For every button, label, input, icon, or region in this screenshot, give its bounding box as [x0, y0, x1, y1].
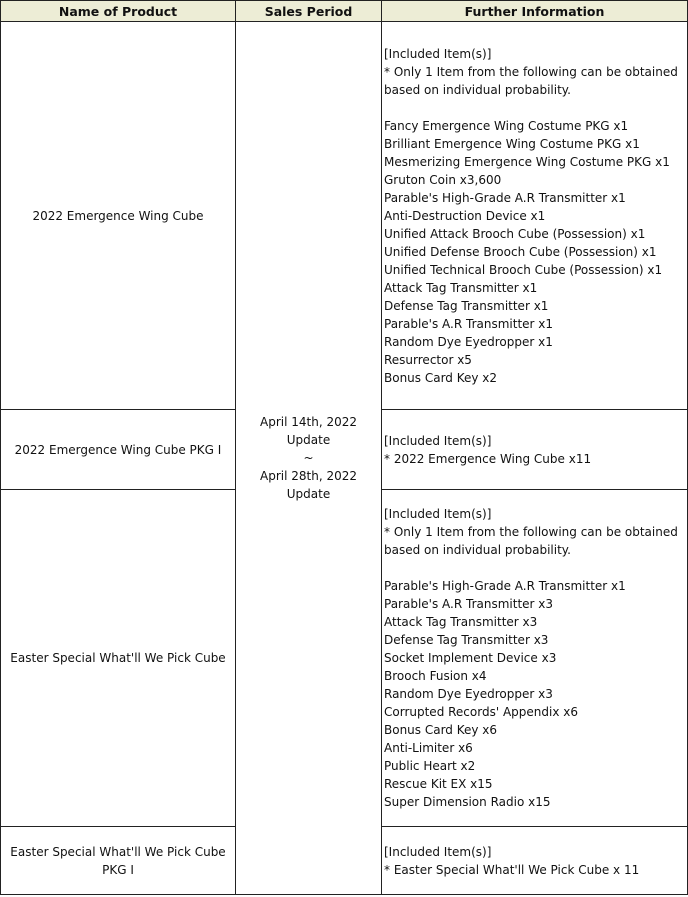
spacer	[384, 559, 685, 577]
header-info: Further Information	[382, 1, 688, 22]
further-info	[382, 827, 688, 895]
period-tilde: ~	[303, 451, 314, 465]
list-item: Attack Tag Transmitter x1	[384, 280, 538, 295]
period-end-note: Update	[286, 487, 331, 501]
list-item: Brilliant Emergence Wing Costume PKG x1	[384, 136, 640, 151]
list-item: Socket Implement Device x3	[384, 651, 557, 665]
product-name: Easter Special What'll We Pick Cube PKG I	[1, 827, 236, 895]
list-item: Rescue Kit EX x15	[384, 777, 493, 791]
probability-note: * Only 1 Item from the following can be obtained based on individual probability.	[384, 64, 678, 97]
further-info	[382, 490, 688, 827]
list-item: Fancy Emergence Wing Costume PKG x1	[384, 118, 629, 133]
header-name: Name of Product	[1, 1, 236, 22]
list-item: Random Dye Eyedropper x1	[384, 334, 553, 349]
list-item: Parable's A.R Transmitter x1	[384, 316, 554, 331]
probability-note: * Only 1 Item from the following can be obtained based on individual probability.	[384, 525, 678, 557]
period-start: April 14th, 2022	[260, 415, 357, 429]
included-label: [Included Item(s)]	[384, 844, 492, 859]
product-name: 2022 Emergence Wing Cube	[1, 22, 236, 410]
list-item: Random Dye Eyedropper x3	[384, 687, 553, 701]
header-row	[1, 1, 688, 22]
product-name: Easter Special What'll We Pick Cube	[1, 490, 236, 827]
further-info	[382, 410, 688, 490]
period-start-note: Update	[286, 433, 331, 447]
list-item: Defense Tag Transmitter x1	[384, 298, 549, 313]
included-label: [Included Item(s)]	[384, 433, 492, 448]
list-item: Super Dimension Radio x15	[384, 795, 551, 809]
spacer	[384, 99, 685, 117]
included-label: [Included Item(s)]	[384, 46, 492, 61]
list-item: Parable's A.R Transmitter x3	[384, 597, 554, 611]
list-item: Corrupted Records' Appendix x6	[384, 705, 578, 719]
list-item: Parable's High-Grade A.R Transmitter x1	[384, 579, 626, 593]
table-row	[1, 22, 688, 410]
list-item: Brooch Fusion x4	[384, 669, 487, 683]
list-item: Defense Tag Transmitter x3	[384, 633, 549, 647]
list-item: Bonus Card Key x6	[384, 723, 498, 737]
header-period: Sales Period	[236, 1, 382, 22]
list-item: Resurrector x5	[384, 352, 472, 367]
product-name: 2022 Emergence Wing Cube PKG I	[1, 410, 236, 490]
sales-period-cell	[236, 22, 382, 895]
list-item: Gruton Coin x3,600	[384, 172, 502, 187]
included-note: * 2022 Emergence Wing Cube x11	[384, 451, 592, 466]
included-note: * Easter Special What'll We Pick Cube x 11	[384, 862, 640, 877]
period-end: April 28th, 2022	[260, 469, 357, 483]
list-item: Unified Attack Brooch Cube (Possession) x1	[384, 226, 646, 241]
list-item: Unified Technical Brooch Cube (Possession) x1	[384, 262, 663, 277]
included-label: [Included Item(s)]	[384, 507, 492, 521]
list-item: Parable's High-Grade A.R Transmitter x1	[384, 190, 626, 205]
list-item: Unified Defense Brooch Cube (Possession) x1	[384, 244, 657, 259]
list-item: Anti-Limiter x6	[384, 741, 473, 755]
further-info	[382, 22, 688, 410]
list-item: Bonus Card Key x2	[384, 370, 498, 385]
list-item: Attack Tag Transmitter x3	[384, 615, 538, 629]
list-item: Anti-Destruction Device x1	[384, 208, 546, 223]
list-item: Mesmerizing Emergence Wing Costume PKG x1	[384, 154, 670, 169]
list-item: Public Heart x2	[384, 759, 476, 773]
